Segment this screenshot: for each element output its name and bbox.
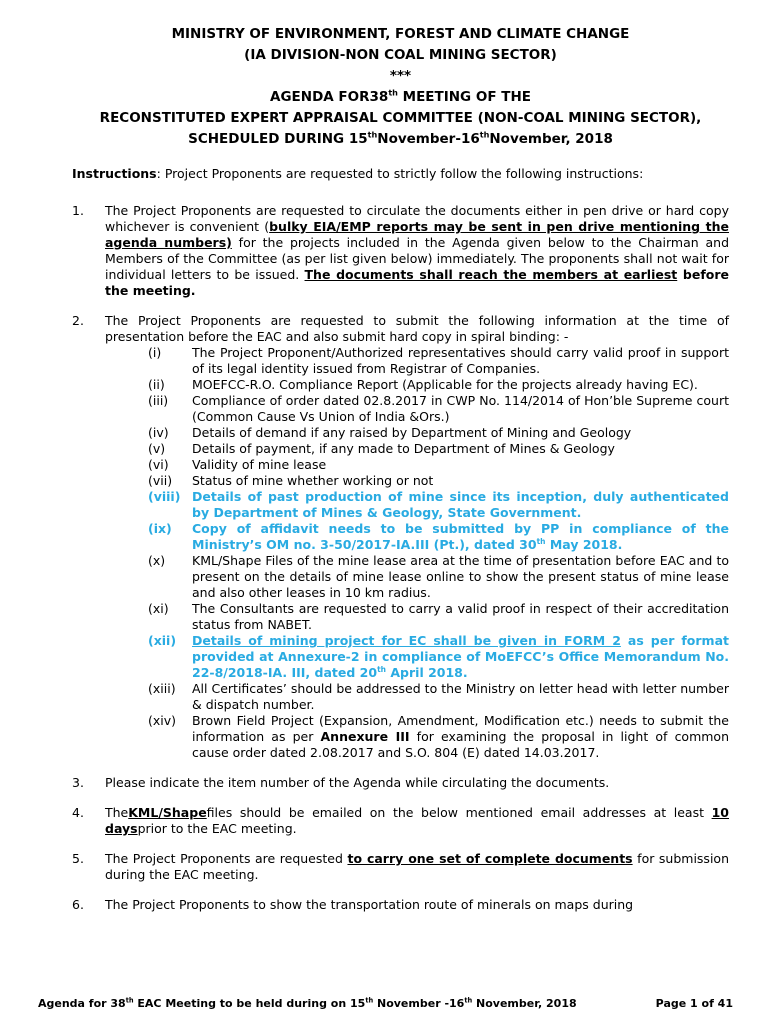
sub-item-number: (ix) bbox=[148, 521, 172, 536]
sub-item bbox=[148, 521, 729, 553]
sub-item-text: Details of demand if any raised by Department of Mining and Geology bbox=[192, 425, 632, 440]
item-content bbox=[105, 203, 729, 299]
list-item bbox=[72, 203, 729, 299]
document-header bbox=[72, 24, 729, 150]
sub-item-number: (xiii) bbox=[148, 681, 176, 696]
item-text: The Project Proponents are requested to circulate the documents either in pen drive or hard copy whichever is convenient (bulky EIA/EMP reports may be sent in pen drive mentioning the agenda numbers) for the projects included in the Agenda given below to the Chairman and Members of the Committee (as per list given below) immediately. The proponents shall not wait for individual letters to be issued. The documents shall reach the members at earliest before the meeting. bbox=[105, 203, 730, 298]
item-number: 5. bbox=[72, 851, 84, 866]
sub-item-text: Status of mine whether working or not bbox=[192, 473, 434, 488]
sub-item-text: Details of mining project for EC shall be given in FORM 2 as per format provided at Annexure-2 in compliance of MoEFCC’s Office Memorandum No. 22-8/2018-IA. III, dated 20th April 2018. bbox=[192, 633, 729, 680]
header-line: AGENDA FOR38th MEETING OF THE bbox=[270, 87, 531, 105]
item-number: 6. bbox=[72, 897, 84, 912]
sub-item-text: MOEFCC-R.O. Compliance Report (Applicable for the projects already having EC). bbox=[192, 377, 698, 392]
item-text: The Project Proponents are requested to carry one set of complete documents for submission during the EAC meeting. bbox=[105, 851, 729, 882]
sub-item bbox=[148, 601, 729, 633]
list-item bbox=[72, 897, 729, 913]
sub-item-number: (xiv) bbox=[148, 713, 177, 728]
sub-item-text: All Certificates’ should be addressed to the Ministry on letter head with letter number & dispatch number. bbox=[192, 681, 729, 712]
sub-item bbox=[148, 393, 729, 425]
sub-item bbox=[148, 553, 729, 601]
sub-item-number: (vii) bbox=[148, 473, 173, 488]
sub-item bbox=[148, 425, 729, 441]
sub-item-number: (iv) bbox=[148, 425, 169, 440]
sub-item-text: Copy of affidavit needs to be submitted by PP in compliance of the Ministry’s OM no. 3-50/2017-IA.III (Pt.), dated 30th May 2018. bbox=[192, 521, 729, 552]
item-text: The Project Proponents are requested to submit the following information at the time of presentation before the EAC and also submit hard copy in spiral binding: - bbox=[105, 313, 729, 344]
list-item bbox=[72, 313, 729, 761]
sub-item-text: The Project Proponent/Authorized representatives should carry valid proof in support of its legal identity issued from Registrar of Companies. bbox=[192, 345, 729, 376]
footer-page-number: Page 1 of 41 bbox=[655, 997, 733, 1010]
sub-item-number: (x) bbox=[148, 553, 166, 568]
sub-item-number: (ii) bbox=[148, 377, 165, 392]
item-text: Please indicate the item number of the Agenda while circulating the documents. bbox=[105, 775, 610, 790]
sub-item bbox=[148, 633, 729, 681]
item-content bbox=[105, 313, 729, 761]
list-item bbox=[72, 805, 729, 837]
item-content bbox=[105, 805, 729, 837]
sub-item-text: Validity of mine lease bbox=[192, 457, 327, 472]
sub-item-number: (iii) bbox=[148, 393, 169, 408]
list-item bbox=[72, 851, 729, 883]
list-item bbox=[72, 775, 729, 791]
item-text: TheKML/Shapefiles should be emailed on the below mentioned email addresses at least 10 daysprior to the EAC meeting. bbox=[105, 805, 729, 836]
sub-item bbox=[148, 713, 729, 761]
header-line: MINISTRY OF ENVIRONMENT, FOREST AND CLIMATE CHANGE bbox=[171, 26, 630, 42]
item-number: 2. bbox=[72, 313, 84, 328]
sub-item bbox=[148, 345, 729, 377]
sub-item-number: (v) bbox=[148, 441, 166, 456]
sub-item-text: Compliance of order dated 02.8.2017 in CWP No. 114/2014 of Hon’ble Supreme court (Common Cause Vs Union of India &Ors.) bbox=[192, 393, 729, 424]
sub-item-number: (i) bbox=[148, 345, 162, 360]
sub-item-text: The Consultants are requested to carry a valid proof in respect of their accreditation status from NABET. bbox=[192, 601, 729, 632]
page-footer bbox=[38, 997, 733, 1011]
header-line: (IA DIVISION-NON COAL MINING SECTOR) bbox=[244, 47, 557, 63]
item-content bbox=[105, 897, 729, 913]
item-text: The Project Proponents to show the transportation route of minerals on maps during bbox=[105, 897, 634, 912]
sub-item-text: KML/Shape Files of the mine lease area at the time of presentation before EAC and to present on the details of mine lease online to show the present status of mine lease and also other leases in 10 km radius. bbox=[192, 553, 729, 600]
sub-item bbox=[148, 377, 729, 393]
item-content bbox=[105, 851, 729, 883]
header-separator: *** bbox=[389, 68, 412, 84]
footer-meeting-info: Agenda for 38th EAC Meeting to be held during on 15th November -16th November, 2018 bbox=[38, 996, 577, 1010]
sub-item bbox=[148, 489, 729, 521]
sub-item bbox=[148, 681, 729, 713]
header-line: SCHEDULED DURING 15thNovember-16thNovember, 2018 bbox=[188, 129, 613, 147]
sub-item-text: Brown Field Project (Expansion, Amendment, Modification etc.) needs to submit the information as per Annexure III for examining the proposal in light of common cause order dated 2.08.2017 and S.O. 804 (E) dated 14.03.2017. bbox=[192, 713, 730, 760]
sub-item-number: (viii) bbox=[148, 489, 181, 504]
sub-item bbox=[148, 457, 729, 473]
header-line: RECONSTITUTED EXPERT APPRAISAL COMMITTEE (NON-COAL MINING SECTOR), bbox=[99, 110, 702, 126]
instructions-paragraph: Instructions: Project Proponents are requested to strictly follow the following instructions: bbox=[72, 166, 644, 181]
item-number: 1. bbox=[72, 203, 84, 218]
item-number: 4. bbox=[72, 805, 84, 820]
item-number: 3. bbox=[72, 775, 84, 790]
sub-item-number: (xi) bbox=[148, 601, 169, 616]
sub-item bbox=[148, 441, 729, 457]
sub-item-text: Details of payment, if any made to Department of Mines & Geology bbox=[192, 441, 615, 456]
sub-item-number: (xii) bbox=[148, 633, 177, 648]
sub-item-number: (vi) bbox=[148, 457, 169, 472]
sub-item-text: Details of past production of mine since its inception, duly authenticated by Department of Mines & Geology, State Government. bbox=[192, 489, 729, 520]
sub-item bbox=[148, 473, 729, 489]
item-content bbox=[105, 775, 729, 791]
